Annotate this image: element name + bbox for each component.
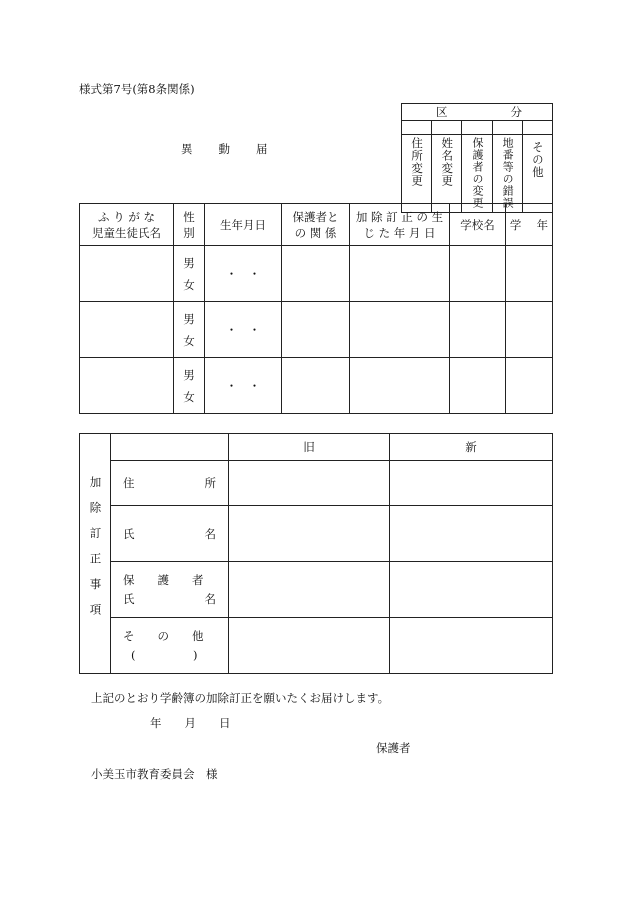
gender-cell[interactable]: 男 女 (174, 246, 205, 302)
guardian-label: 保護者 (376, 741, 411, 755)
header-change-date: 加 除 訂 正 の 生 じ た 年 月 日 (350, 204, 450, 246)
category-address-change[interactable]: 住所変更 (402, 135, 432, 213)
relation-cell[interactable] (282, 358, 350, 414)
category-guardian-change[interactable]: 保護者の変更 (462, 135, 492, 213)
student-name-cell[interactable] (80, 358, 174, 414)
new-guardian-cell[interactable] (390, 562, 553, 618)
category-table (401, 103, 553, 213)
changes-side-label: 加除訂正事項 (80, 434, 111, 674)
new-address-cell[interactable] (390, 461, 553, 506)
old-name-cell[interactable] (229, 506, 390, 562)
category-name-change[interactable]: 姓名変更 (432, 135, 462, 213)
birthdate-cell[interactable]: ・ ・ (205, 358, 282, 414)
student-name-cell[interactable] (80, 302, 174, 358)
school-cell[interactable] (450, 246, 506, 302)
category-header: 区 分 (402, 104, 553, 121)
row-label-guardian-name: 保 護 者 氏 名 (111, 562, 229, 618)
row-label-address: 住 所 (111, 461, 229, 506)
students-table (79, 203, 553, 414)
relation-cell[interactable] (282, 246, 350, 302)
gender-cell[interactable]: 男 女 (174, 358, 205, 414)
change-date-cell[interactable] (350, 246, 450, 302)
gender-cell[interactable]: 男 女 (174, 302, 205, 358)
row-label-name: 氏 名 (111, 506, 229, 562)
grade-cell[interactable] (506, 246, 553, 302)
old-address-cell[interactable] (229, 461, 390, 506)
category-lot-error[interactable]: 地番等の錯誤 (492, 135, 522, 213)
birthdate-cell[interactable]: ・ ・ (205, 302, 282, 358)
header-student-name: ふ り が な 児童生徒氏名 (80, 204, 174, 246)
change-date-cell[interactable] (350, 302, 450, 358)
form-title: 異 動 届 (181, 142, 269, 156)
grade-cell[interactable] (506, 302, 553, 358)
header-school: 学校名 (450, 204, 506, 246)
old-header: 旧 (229, 434, 390, 461)
statement: 上記のとおり学齢簿の加除訂正を願いたくお届けします。 (91, 691, 390, 705)
old-other-cell[interactable] (229, 618, 390, 674)
student-row (80, 302, 553, 358)
relation-cell[interactable] (282, 302, 350, 358)
school-cell[interactable] (450, 302, 506, 358)
new-header: 新 (390, 434, 553, 461)
addressee: 小美玉市教育委員会 様 (91, 767, 218, 781)
student-row (80, 246, 553, 302)
date-line: 年 月 日 (150, 716, 231, 730)
old-guardian-cell[interactable] (229, 562, 390, 618)
form-number: 様式第7号(第8条関係) (79, 82, 195, 96)
new-name-cell[interactable] (390, 506, 553, 562)
new-other-cell[interactable] (390, 618, 553, 674)
grade-cell[interactable] (506, 358, 553, 414)
category-other[interactable]: その他 (522, 135, 552, 213)
change-date-cell[interactable] (350, 358, 450, 414)
header-grade: 学 年 (506, 204, 553, 246)
birthdate-cell[interactable]: ・ ・ (205, 246, 282, 302)
changes-table (79, 433, 553, 674)
header-birthdate: 生年月日 (205, 204, 282, 246)
student-row (80, 358, 553, 414)
school-cell[interactable] (450, 358, 506, 414)
row-label-other: そ の 他 ( ) (111, 618, 229, 674)
student-name-cell[interactable] (80, 246, 174, 302)
header-gender: 性 別 (174, 204, 205, 246)
header-relation: 保護者と の 関 係 (282, 204, 350, 246)
